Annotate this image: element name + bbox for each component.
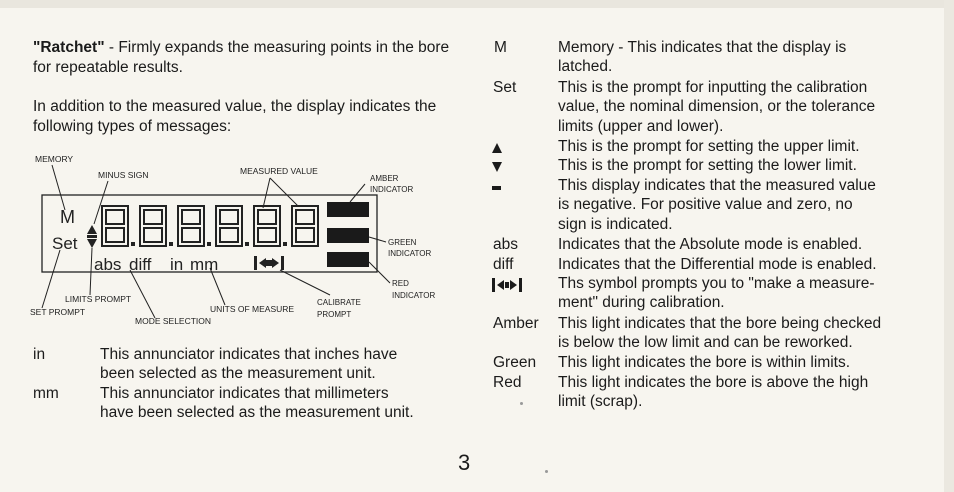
display-in: in bbox=[170, 255, 184, 274]
label-measured-value: MEASURED VALUE bbox=[240, 166, 318, 176]
def-m-line2: latched. bbox=[558, 58, 613, 75]
def-amber-line2: is below the low limit and can be reworked. bbox=[558, 334, 853, 351]
label-memory: MEMORY bbox=[35, 154, 74, 164]
def-minus-line1: This display indicates that the measured value bbox=[558, 177, 876, 194]
display-red-indicator bbox=[327, 252, 369, 267]
unit-term-mm: mm bbox=[33, 385, 59, 402]
def-m-line1: Memory - This indicates that the display is bbox=[558, 39, 847, 56]
term-green: Green bbox=[493, 354, 537, 371]
unit-def-mm-line1: This annunciator indicates that millimeters bbox=[100, 385, 389, 402]
display-diagram bbox=[30, 150, 460, 330]
display-diff: diff bbox=[129, 255, 152, 274]
ratchet-paragraph bbox=[33, 38, 463, 77]
def-down-arrow: This is the prompt for setting the lower limit. bbox=[558, 157, 857, 174]
page-top-edge bbox=[0, 0, 954, 8]
down-arrow-icon bbox=[492, 161, 502, 173]
label-calibrate-2: PROMPT bbox=[317, 310, 352, 319]
term-diff: diff bbox=[493, 256, 514, 273]
def-red-line2: limit (scrap). bbox=[558, 393, 643, 410]
def-up-arrow: This is the prompt for setting the upper limit. bbox=[558, 138, 860, 155]
term-abs: abs bbox=[493, 236, 518, 253]
unit-term-in: in bbox=[33, 346, 46, 363]
minus-bar-icon bbox=[492, 186, 501, 190]
display-down-arrow bbox=[87, 239, 97, 248]
label-units-of-measure: UNITS OF MEASURE bbox=[210, 304, 295, 314]
display-set: Set bbox=[52, 234, 78, 253]
up-arrow-icon bbox=[492, 142, 502, 154]
page-number: 3 bbox=[458, 450, 471, 475]
display-amber-indicator bbox=[327, 202, 369, 217]
unit-def-in-line2: been selected as the measurement unit. bbox=[100, 365, 376, 382]
display-mm: mm bbox=[190, 255, 219, 274]
label-mode-selection: MODE SELECTION bbox=[135, 316, 212, 326]
def-calibrate-line2: ment" during calibration. bbox=[558, 294, 725, 311]
label-set-prompt: SET PROMPT bbox=[30, 307, 86, 317]
def-amber-line1: This light indicates that the bore being checked bbox=[558, 315, 882, 332]
page-right-edge bbox=[944, 0, 954, 492]
display-up-arrow bbox=[87, 225, 97, 234]
def-minus-line3: sign is indicated. bbox=[558, 216, 673, 233]
calibrate-symbol-icon bbox=[492, 278, 522, 292]
def-minus-line2: is negative. For positive value and zero, no bbox=[558, 196, 853, 213]
term-m: M bbox=[494, 39, 507, 56]
label-green-2: INDICATOR bbox=[388, 249, 432, 258]
ratchet-text: - Firmly expands the measuring points in the bore for repeatable results. bbox=[33, 39, 450, 76]
term-amber: Amber bbox=[493, 315, 539, 332]
label-limits-prompt: LIMITS PROMPT bbox=[65, 294, 132, 304]
def-set-line2: value, the nominal dimension, or the tolerance bbox=[558, 98, 876, 115]
label-calibrate-1: CALIBRATE bbox=[317, 298, 361, 307]
label-red-1: RED bbox=[392, 279, 409, 288]
term-set: Set bbox=[493, 79, 517, 96]
def-set-line1: This is the prompt for inputting the calibration bbox=[558, 79, 868, 96]
display-m: M bbox=[60, 207, 75, 227]
label-minus-sign: MINUS SIGN bbox=[98, 170, 149, 180]
display-green-indicator bbox=[327, 228, 369, 243]
def-red-line1: This light indicates the bore is above the high bbox=[558, 374, 869, 391]
def-set-line3: limits (upper and lower). bbox=[558, 118, 724, 135]
display-abs: abs bbox=[94, 255, 122, 274]
label-green-1: GREEN bbox=[388, 238, 417, 247]
unit-def-in-line1: This annunciator indicates that inches have bbox=[100, 346, 398, 363]
def-green: This light indicates the bore is within limits. bbox=[558, 354, 851, 371]
def-diff: Indicates that the Differential mode is enabled. bbox=[558, 256, 877, 273]
display-minus-sign bbox=[87, 235, 97, 238]
unit-def-mm-line2: have been selected as the measurement unit. bbox=[100, 404, 414, 421]
display-calibrate-symbol bbox=[254, 256, 284, 270]
ratchet-term: "Ratchet" bbox=[33, 39, 105, 56]
intro-paragraph: In addition to the measured value, the display indicates the following types of messages: bbox=[33, 98, 437, 135]
label-amber-2: INDICATOR bbox=[370, 185, 414, 194]
def-abs: Indicates that the Absolute mode is enabled. bbox=[558, 236, 863, 253]
def-calibrate-line1: Ths symbol prompts you to "make a measure- bbox=[558, 275, 875, 292]
term-red: Red bbox=[493, 374, 522, 391]
speck bbox=[545, 470, 548, 473]
display-digits bbox=[102, 206, 318, 246]
label-amber-1: AMBER bbox=[370, 174, 399, 183]
speck bbox=[520, 402, 523, 405]
label-red-2: INDICATOR bbox=[392, 291, 436, 300]
